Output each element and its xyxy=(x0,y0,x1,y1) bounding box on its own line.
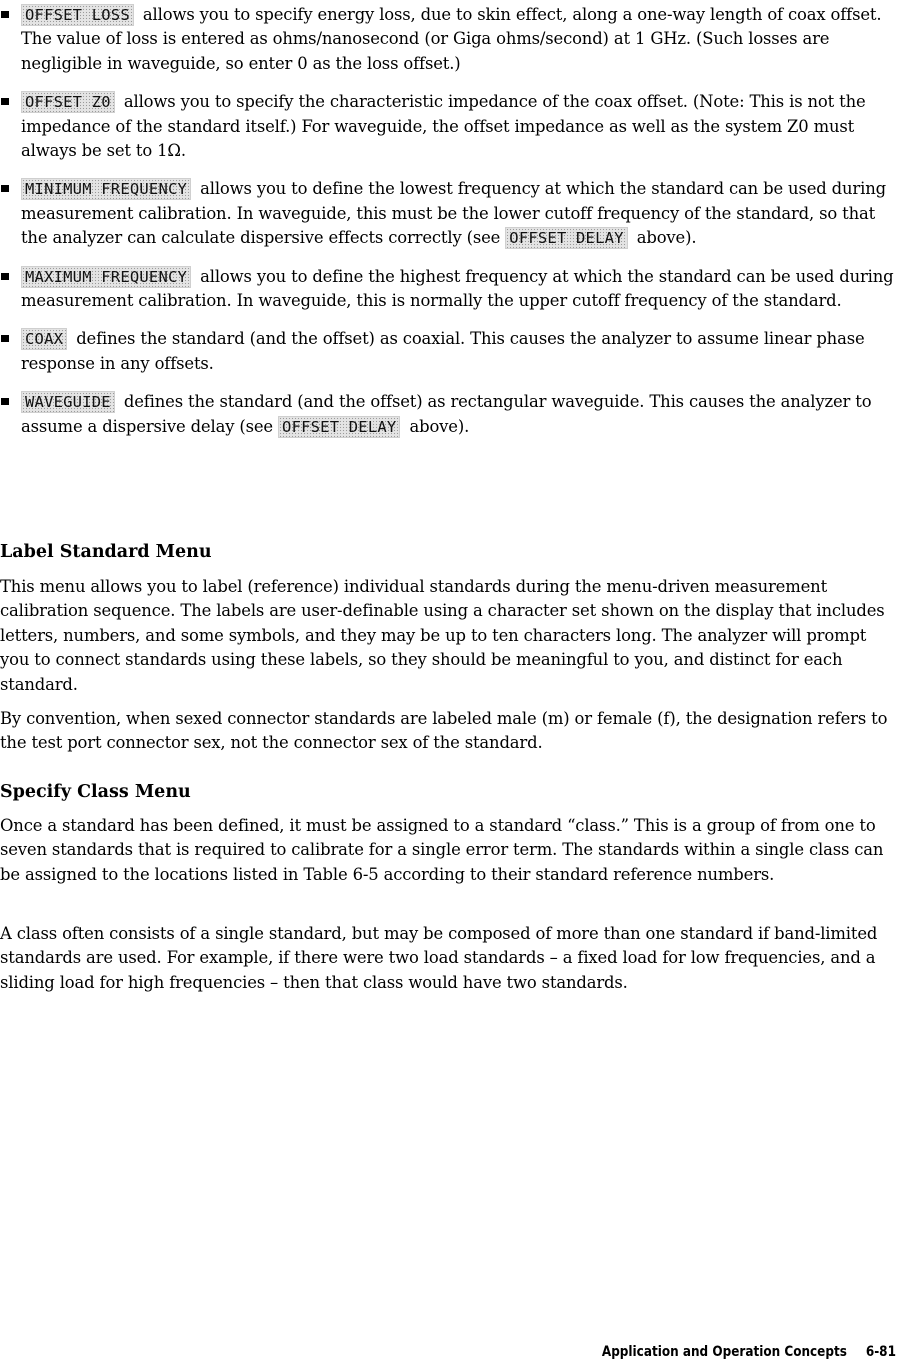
square-bullet-icon xyxy=(1,273,9,280)
bullet-description: above). xyxy=(404,416,470,436)
bullet-description: allows you to specify energy loss, due to skin effect, along a one-way length of coax offset. The value of loss is entered as ohms/nanosecond (or Giga ohms/second) at 1 GHz. (Such losses are negligible in waveguide, so enter 0 as the loss offset.) xyxy=(21,5,882,73)
softkey-reference: OFFSET DELAY xyxy=(278,416,400,438)
square-bullet-icon xyxy=(1,398,9,405)
bullet-item xyxy=(0,177,906,250)
softkey-label: COAX xyxy=(21,328,67,350)
bullet-item xyxy=(0,390,906,439)
softkey-bullet-list xyxy=(0,3,906,453)
footer-page-number: 6-81 xyxy=(865,1344,896,1360)
heading-label-standard-menu: Label Standard Menu xyxy=(0,542,212,562)
softkey-label: MAXIMUM FREQUENCY xyxy=(21,266,191,288)
bullet-description: allows you to define the lowest frequency at which the standard can be used during measurement calibration. In waveguide, this must be the lower cutoff frequency of the standard, so that the analyzer can calculate dispersive effects correctly (see xyxy=(21,179,886,248)
paragraph-label-standard-convention: By convention, when sexed connector standards are labeled male (m) or female (f), the designation refers to the test port connector sex, not the connector sex of the standard. xyxy=(0,709,888,753)
bullet-item xyxy=(0,265,906,314)
softkey-reference: OFFSET DELAY xyxy=(505,227,627,249)
bullet-description: allows you to define the highest frequency at which the standard can be used during measurement calibration. In waveguide, this is normally the upper cutoff frequency of the standard. xyxy=(21,266,894,311)
bullet-description: defines the standard (and the offset) as rectangular waveguide. This causes the analyzer to assume a dispersive delay (see xyxy=(21,392,872,436)
bullet-description: above). xyxy=(631,228,697,248)
bullet-item xyxy=(0,3,906,76)
bullet-description: allows you to specify the characteristic impedance of the coax offset. (Note: This is not the impedance of the standard itself.) For waveguide, the offset impedance as well as the system Z0 must always be set to 1Ω. xyxy=(21,92,866,161)
bullet-item xyxy=(0,327,906,376)
page-footer xyxy=(602,1344,896,1360)
square-bullet-icon xyxy=(1,98,9,105)
bullet-item xyxy=(0,90,906,163)
footer-section-title: Application and Operation Concepts xyxy=(601,1344,847,1360)
square-bullet-icon xyxy=(1,11,9,18)
bullet-description: defines the standard (and the offset) as coaxial. This causes the analyzer to assume linear phase response in any offsets. xyxy=(21,329,865,373)
softkey-label: OFFSET LOSS xyxy=(21,4,134,26)
paragraph-label-standard-intro: This menu allows you to label (reference) individual standards during the menu-driven measurement calibration sequence. The labels are user-definable using a character set shown on the display that includes letters, numbers, and some symbols, and they may be up to ten characters long. The analyzer will prompt you to connect standards using these labels, so they should be meaningful to you, and distinct for each standard. xyxy=(0,577,885,694)
paragraph-specify-class-example: A class often consists of a single standard, but may be composed of more than one standard if band-limited standards are used. For example, if there were two load standards – a fixed load for low frequencies, and a sliding load for high frequencies – then that class would have two standards. xyxy=(0,924,878,992)
square-bullet-icon xyxy=(1,185,9,192)
softkey-label: WAVEGUIDE xyxy=(21,391,115,413)
heading-specify-class-menu: Specify Class Menu xyxy=(0,782,191,802)
paragraph-specify-class-intro: Once a standard has been defined, it must be assigned to a standard “class.” This is a group of from one to seven standards that is required to calibrate for a single error term. The standards within a single class can be assigned to the locations listed in Table 6-5 according to their standard reference numbers. xyxy=(0,816,884,884)
square-bullet-icon xyxy=(1,335,9,342)
softkey-label: OFFSET Z0 xyxy=(21,91,115,113)
softkey-label: MINIMUM FREQUENCY xyxy=(21,178,191,200)
